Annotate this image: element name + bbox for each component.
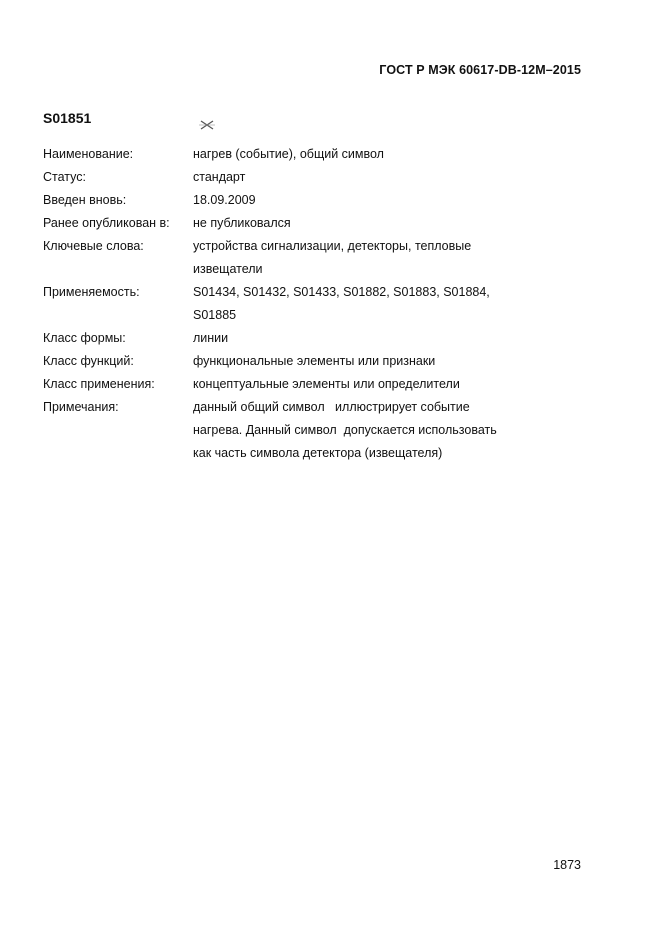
field-value	[193, 281, 563, 327]
field-row	[43, 327, 563, 350]
field-value-line: концептуальные элементы или определители	[193, 377, 460, 391]
field-value-line: данный общий символ иллюстрирует событие	[193, 400, 470, 414]
field-label: Введен вновь:	[43, 193, 127, 207]
field-label: Наименование:	[43, 147, 134, 161]
field-row	[43, 143, 563, 166]
field-value-line: как часть символа детектора (извещателя)	[193, 446, 443, 460]
field-value-line: нагрев (событие), общий символ	[193, 147, 384, 161]
field-row	[43, 350, 563, 373]
field-row	[43, 281, 563, 327]
field-value	[193, 373, 563, 396]
field-value-line: линии	[193, 331, 229, 345]
field-value-line: устройства сигнализации, детекторы, тепловые	[193, 239, 472, 253]
field-label: Статус:	[43, 170, 86, 184]
field-value-line: S01885	[193, 308, 237, 322]
field-row	[43, 396, 563, 465]
field-value	[193, 143, 563, 166]
field-label: Применяемость:	[43, 285, 140, 299]
field-label: Класс формы:	[43, 331, 126, 345]
field-value-line: нагрева. Данный символ допускается использовать	[193, 423, 497, 437]
field-value	[193, 212, 563, 235]
field-value-line: стандарт	[193, 170, 246, 184]
field-row	[43, 212, 563, 235]
field-value	[193, 396, 563, 465]
field-value-line: 18.09.2009	[193, 193, 256, 207]
field-value-line: функциональные элементы или признаки	[193, 354, 436, 368]
field-row	[43, 235, 563, 281]
field-value	[193, 235, 563, 281]
symbol-code: S01851	[43, 110, 92, 126]
heat-symbol-icon	[199, 118, 215, 132]
field-value-line: не публиковался	[193, 216, 291, 230]
field-row	[43, 189, 563, 212]
field-value	[193, 166, 563, 189]
standard-header: ГОСТ Р МЭК 60617-DB-12M–2015	[379, 63, 581, 77]
field-label: Ключевые слова:	[43, 239, 144, 253]
field-row	[43, 373, 563, 396]
field-label: Примечания:	[43, 400, 119, 414]
field-value	[193, 350, 563, 373]
field-label: Класс функций:	[43, 354, 134, 368]
symbol-fields	[43, 143, 563, 465]
field-label: Класс применения:	[43, 377, 155, 391]
field-value	[193, 189, 563, 212]
field-value	[193, 327, 563, 350]
field-row	[43, 166, 563, 189]
page-number: 1873	[553, 858, 581, 872]
field-value-line: извещатели	[193, 262, 263, 276]
field-value-line: S01434, S01432, S01433, S01882, S01883, S01884,	[193, 285, 490, 299]
field-label: Ранее опубликован в:	[43, 216, 170, 230]
